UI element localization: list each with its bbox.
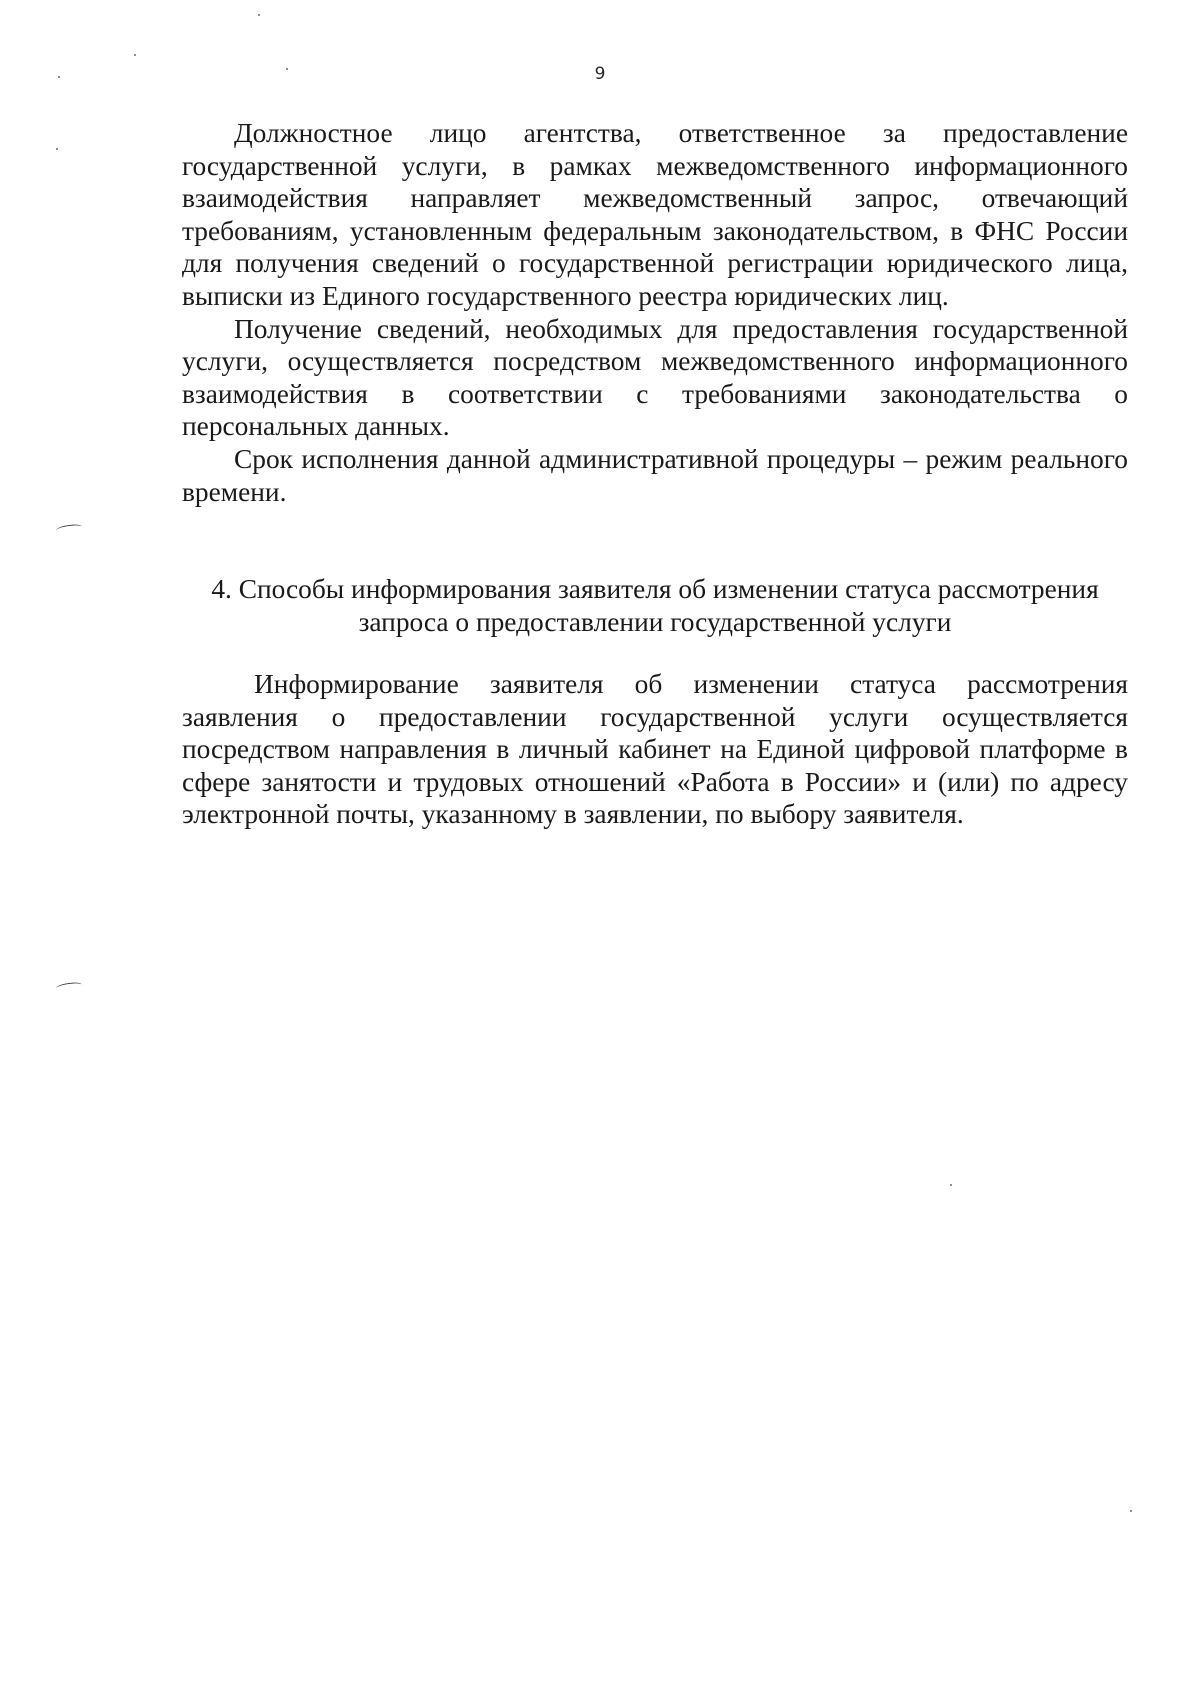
scan-speck xyxy=(134,54,136,56)
section-4-heading-line-1: 4. Способы информирования заявителя об изменении статуса рассмотрения xyxy=(211,574,1099,604)
scan-speck xyxy=(56,148,58,150)
scan-artifact-mark xyxy=(56,981,83,992)
paragraph-information-receipt: Получение сведений, необходимых для предоставления государственной услуги, осуществляется посредством межведомственного информационного взаимодействия в соответствии с требованиями законодательства о персональных данных. xyxy=(182,313,1128,442)
paragraph-execution-term: Срок исполнения данной административной процедуры – режим реального времени. xyxy=(182,443,1128,507)
scan-speck xyxy=(58,76,60,78)
section-4-heading-line-2: запроса о предоставлении государственной услуги xyxy=(358,606,952,637)
scan-speck xyxy=(950,1184,952,1186)
section-4-heading xyxy=(182,573,1128,638)
scan-speck xyxy=(258,14,260,16)
scan-speck xyxy=(1130,1510,1132,1512)
paragraph-interagency-request: Должностное лицо агентства, ответственное за предоставление государственной услуги, в рамках межведомственного информационного взаимодействия направляет межведомственный запрос, отвечающий требованиям, установленным федеральным законодательством, в ФНС России для получения сведений о государственной регистрации юридического лица, выписки из Единого государственного реестра юридических лиц. xyxy=(182,118,1128,311)
scan-speck xyxy=(286,68,288,70)
section-4-text-block xyxy=(182,668,1128,831)
paragraph-status-notification: Информирование заявителя об изменении статуса рассмотрения заявления о предоставлении государственной услуги осуществляется посредством направления в личный кабинет на Единой цифровой платформе в сфере занятости и трудовых отношений «Работа в России» и (или) по адресу электронной почты, указанному в заявлении, по выбору заявителя. xyxy=(182,669,1128,830)
page-number: 9 xyxy=(594,64,606,84)
scan-artifact-mark xyxy=(56,523,83,534)
upper-text-block xyxy=(182,117,1128,508)
